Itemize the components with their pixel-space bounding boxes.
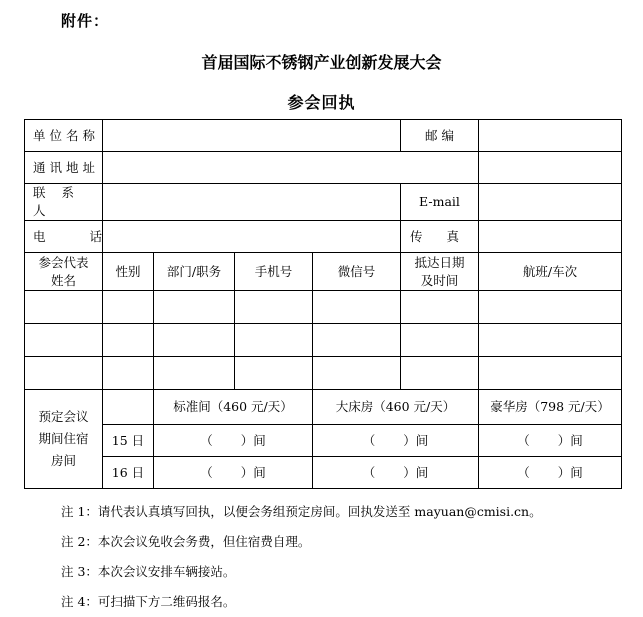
fax-field[interactable] — [479, 221, 622, 253]
attendee-row — [25, 291, 622, 324]
day-16-label: 16 日 — [103, 457, 154, 489]
email-label: E-mail — [401, 184, 479, 221]
attachment-label: 附件： — [61, 12, 110, 30]
attendee-cell[interactable] — [103, 357, 154, 390]
col-header-flight: 航班/车次 — [479, 253, 622, 291]
attendee-cell[interactable] — [25, 357, 103, 390]
fax-label: 传 真 — [401, 221, 479, 253]
registration-form-table — [24, 119, 622, 489]
note-item: 注 2：本次会议免收会务费，但住宿费自理。 — [61, 534, 311, 549]
address-label: 通讯地址 — [25, 152, 103, 184]
day-16-deluxe-field[interactable]: （ ）间 — [479, 457, 622, 489]
attendee-cell[interactable] — [313, 291, 401, 324]
attendee-cell[interactable] — [313, 357, 401, 390]
attendee-cell[interactable] — [401, 291, 479, 324]
contact-label: 联系人 — [25, 184, 103, 221]
phone-field[interactable] — [103, 221, 401, 253]
email-field[interactable] — [479, 184, 622, 221]
postcode-field[interactable] — [479, 120, 622, 152]
attendee-cell[interactable] — [235, 324, 313, 357]
room-type-king: 大床房（460 元/天） — [313, 390, 479, 425]
col-header-name: 参会代表姓名 — [25, 253, 103, 291]
document-subtitle: 参会回执 — [287, 93, 356, 112]
day-15-label: 15 日 — [103, 425, 154, 457]
attendee-cell[interactable] — [401, 324, 479, 357]
day-16-king-field[interactable]: （ ）间 — [313, 457, 479, 489]
contact-field[interactable] — [103, 184, 401, 221]
col-header-dept-title: 部门/职务 — [154, 253, 235, 291]
attendee-cell[interactable] — [25, 324, 103, 357]
postcode-label: 邮 编 — [401, 120, 479, 152]
col-header-gender: 性别 — [103, 253, 154, 291]
note-item: 注 3：本次会议安排车辆接站。 — [61, 564, 236, 579]
day-16-standard-field[interactable]: （ ）间 — [154, 457, 313, 489]
unit-name-field[interactable] — [103, 120, 401, 152]
phone-label: 电 话 — [25, 221, 103, 253]
address-field-extra[interactable] — [479, 152, 622, 184]
booking-label: 预定会议期间住宿房间 — [25, 390, 103, 489]
attendee-cell[interactable] — [25, 291, 103, 324]
day-15-king-field[interactable]: （ ）间 — [313, 425, 479, 457]
document-title: 首届国际不锈钢产业创新发展大会 — [201, 53, 442, 72]
note-item: 注 1：请代表认真填写回执，以便会务组预定房间。回执发送至 mayuan@cmisi.cn。 — [61, 504, 542, 519]
attendee-cell[interactable] — [154, 324, 235, 357]
attendee-cell[interactable] — [154, 291, 235, 324]
attendee-cell[interactable] — [154, 357, 235, 390]
room-type-deluxe: 豪华房（798 元/天） — [479, 390, 622, 425]
attendee-cell[interactable] — [313, 324, 401, 357]
unit-name-label: 单位名称 — [25, 120, 103, 152]
col-header-mobile: 手机号 — [235, 253, 313, 291]
attendee-cell[interactable] — [103, 291, 154, 324]
note-item: 注 4：可扫描下方二维码报名。 — [61, 594, 236, 609]
day-15-standard-field[interactable]: （ ）间 — [154, 425, 313, 457]
attendee-row — [25, 324, 622, 357]
booking-blank — [103, 390, 154, 425]
attendee-cell[interactable] — [103, 324, 154, 357]
col-header-arrival: 抵达日期及时间 — [401, 253, 479, 291]
attendee-cell[interactable] — [479, 357, 622, 390]
attendee-cell[interactable] — [235, 291, 313, 324]
attendee-cell[interactable] — [479, 291, 622, 324]
col-header-wechat: 微信号 — [313, 253, 401, 291]
attendee-cell[interactable] — [479, 324, 622, 357]
room-type-standard: 标准间（460 元/天） — [154, 390, 313, 425]
notes-list — [61, 497, 542, 617]
attendee-row — [25, 357, 622, 390]
address-field[interactable] — [103, 152, 479, 184]
day-15-deluxe-field[interactable]: （ ）间 — [479, 425, 622, 457]
attendee-cell[interactable] — [235, 357, 313, 390]
attendee-cell[interactable] — [401, 357, 479, 390]
